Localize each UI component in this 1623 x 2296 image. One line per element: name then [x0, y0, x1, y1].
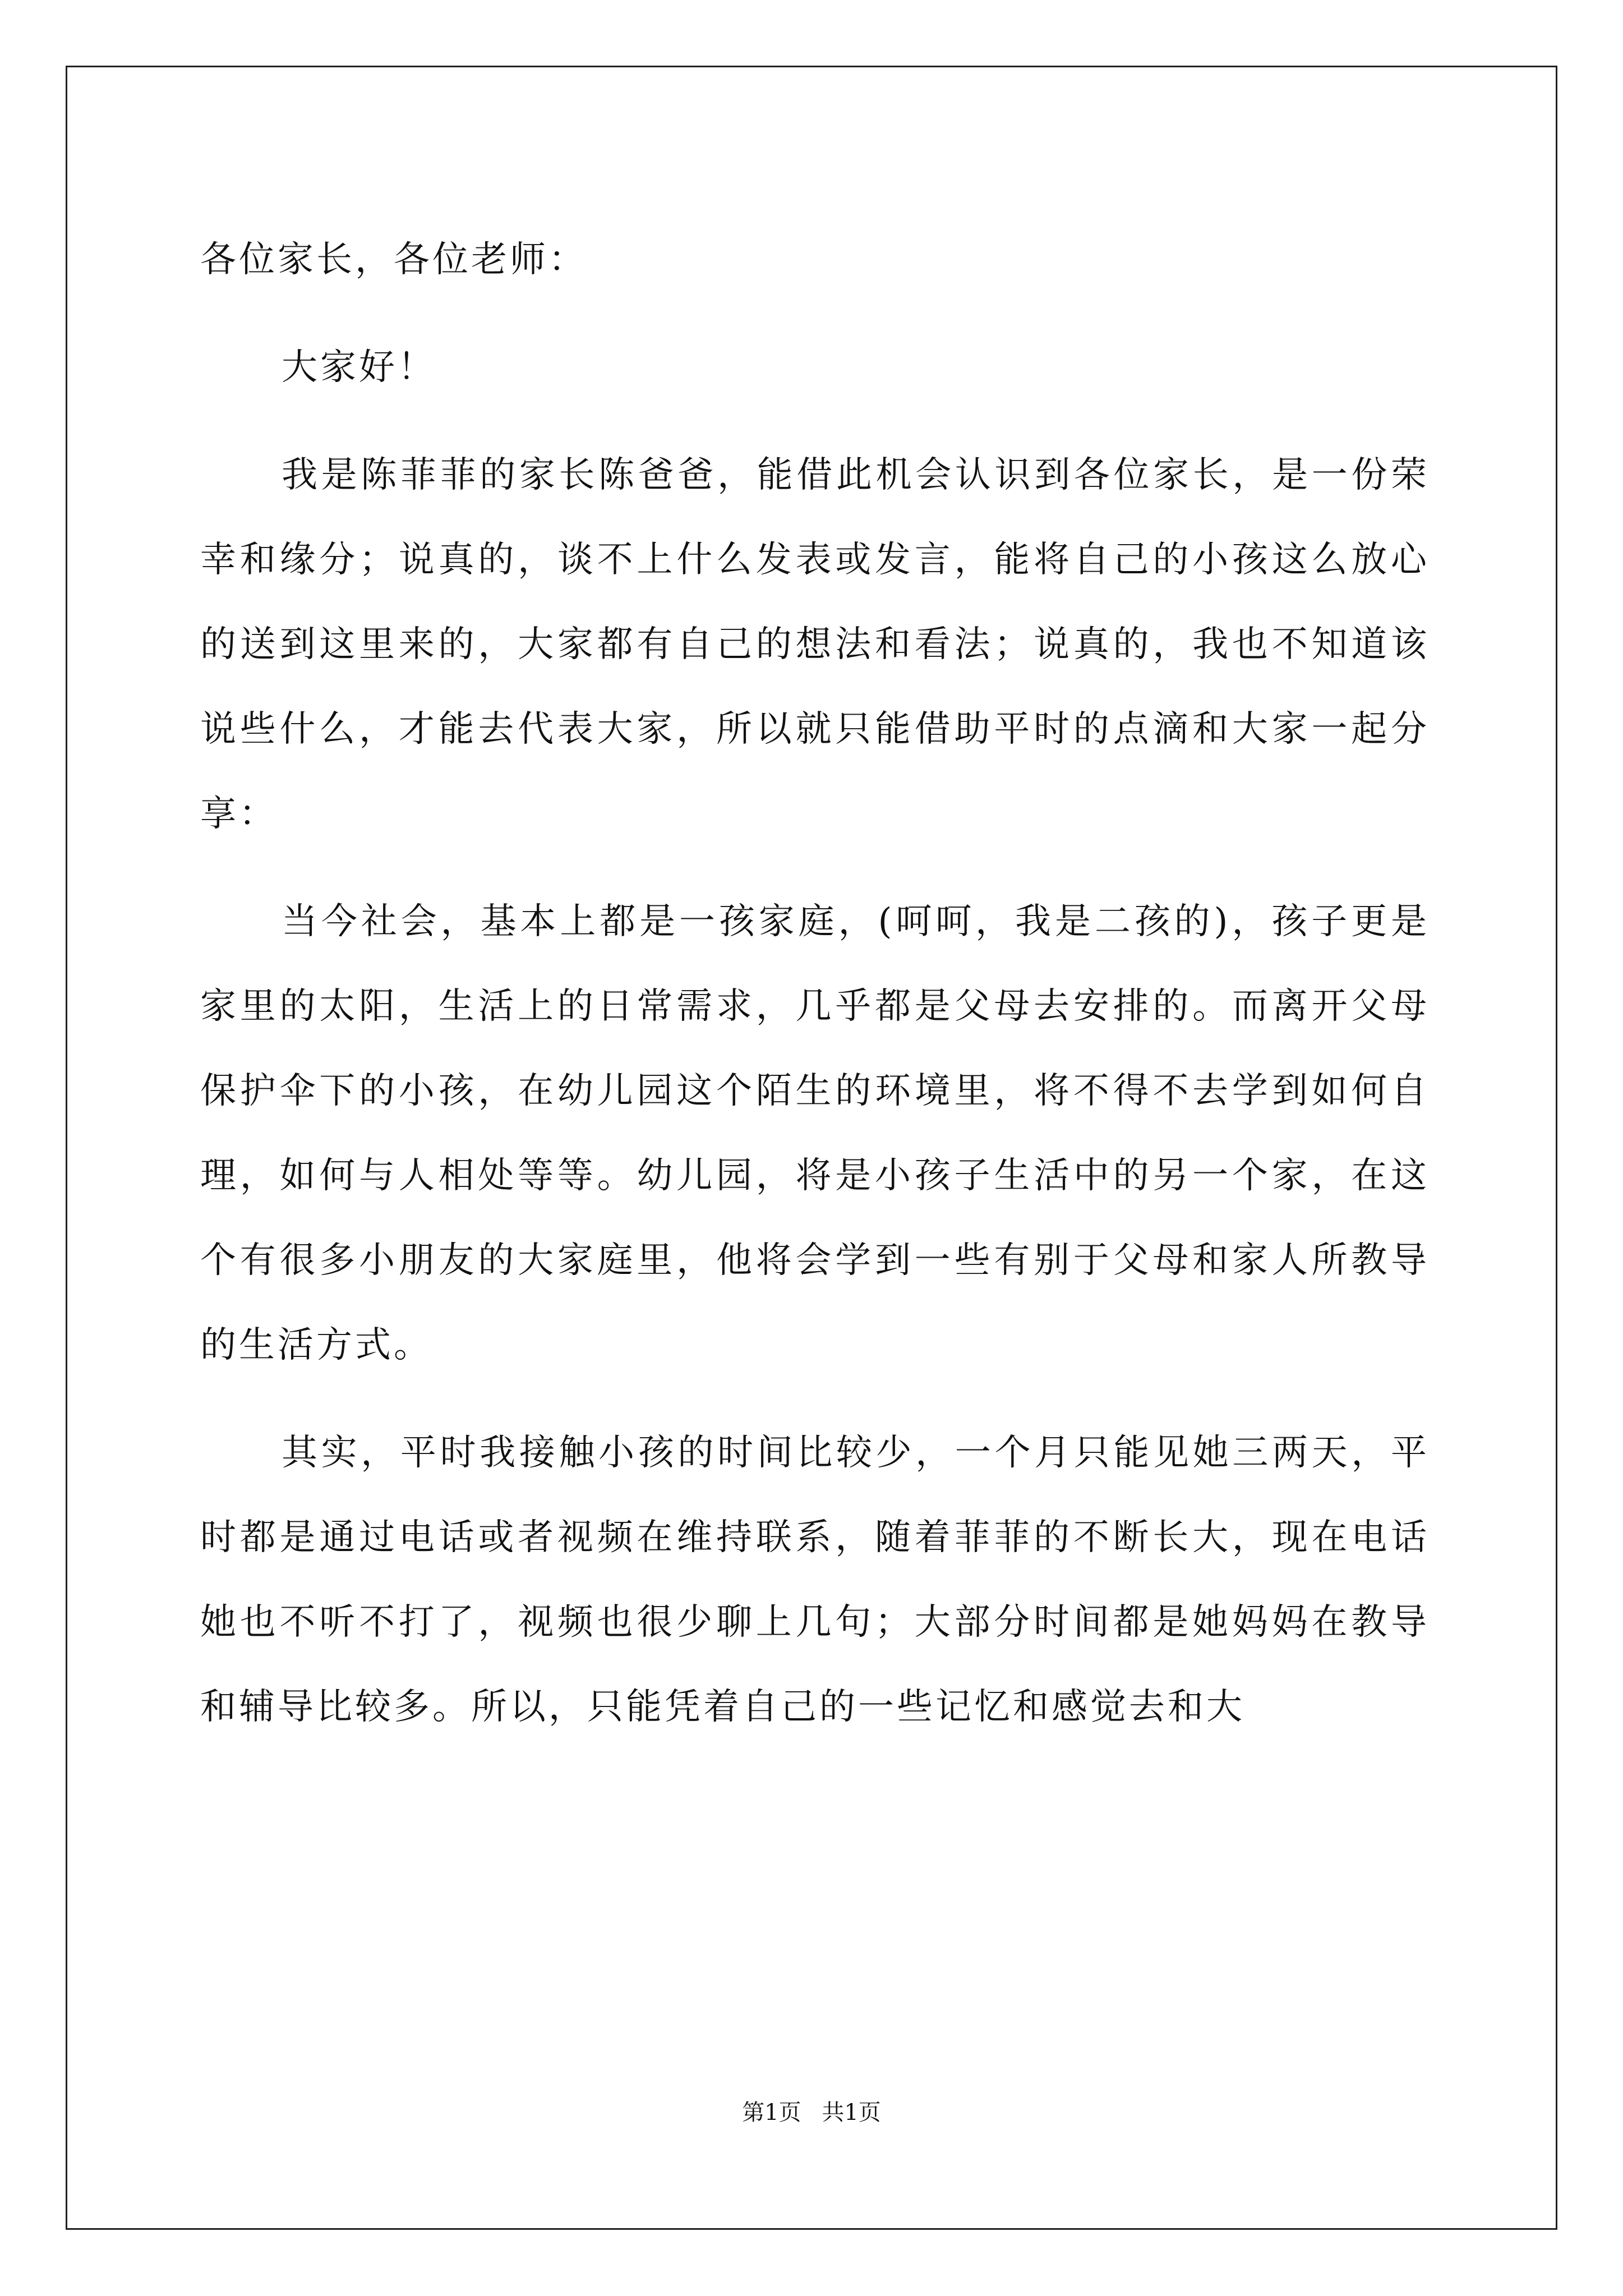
paragraph-society: 当今社会，基本上都是一孩家庭，(呵呵，我是二孩的)，孩子更是家里的太阳，生活上的日常需求，几乎都是父母去安排的。而离开父母保护伞下的小孩，在幼儿园这个陌生的环境里，将不得不去学到如何自理，如何与人相处等等。幼儿园，将是小孩子生活中的另一个家，在这个有很多小朋友的大家庭里，他将会学到一些有别于父母和家人所教导的生活方式。: [200, 901, 1430, 1366]
paragraph-personal: 其实，平时我接触小孩的时间比较少，一个月只能见她三两天，平时都是通过电话或者视频在维持联系，随着菲菲的不断长大，现在电话她也不听不打了，视频也很少聊上几句；大部分时间都是她妈妈在教导和辅导比较多。所以，只能凭着自己的一些记忆和感觉去和大: [200, 1432, 1430, 1728]
salutation: 各位家长，各位老师：: [200, 239, 587, 280]
page-total: 共1页: [822, 2100, 881, 2125]
paragraph-intro: 我是陈菲菲的家长陈爸爸，能借此机会认识到各位家长，是一份荣幸和缘分；说真的，谈不上什么发表或发言，能将自己的小孩这么放心的送到这里来的，大家都有自己的想法和看法；说真的，我也不知道该说些什么，才能去代表大家，所以就只能借助平时的点滴和大家一起分享：: [200, 454, 1430, 835]
page-footer: [0, 2096, 1623, 2129]
page-number: 第1页: [742, 2100, 801, 2125]
document-body: [200, 218, 1430, 1773]
greeting: 大家好！: [282, 347, 436, 388]
